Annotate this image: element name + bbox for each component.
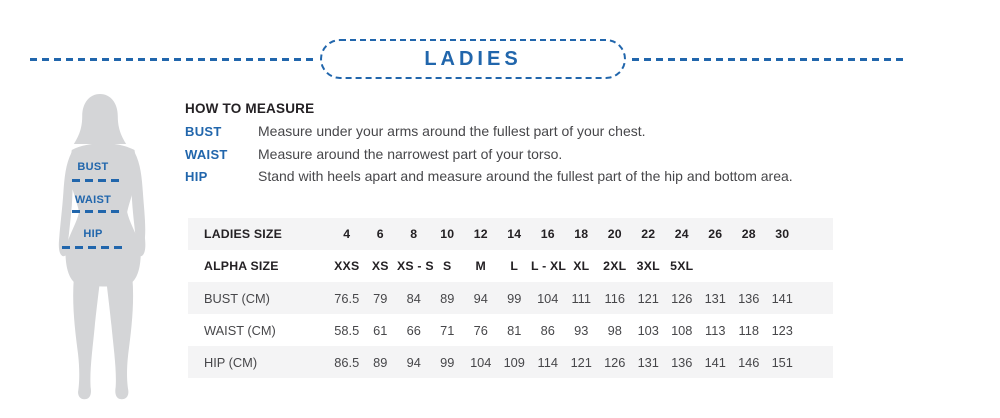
table-cell: 94 — [473, 290, 488, 306]
table-row — [188, 314, 833, 346]
table-cell: 121 — [637, 290, 659, 306]
bust-dash-line — [72, 179, 119, 182]
measure-label-hip: HIP — [185, 169, 208, 184]
table-cell: 18 — [574, 227, 589, 241]
table-cell: 12 — [473, 227, 488, 241]
table-cell: S — [443, 259, 452, 273]
table-row — [188, 282, 833, 314]
table-cell: 99 — [440, 354, 455, 370]
table-cell: XL — [573, 259, 590, 273]
table-cell: 30 — [775, 227, 790, 241]
table-cell: 136 — [671, 354, 693, 370]
measure-row-waist — [185, 146, 885, 169]
table-cell: 146 — [738, 354, 760, 370]
measure-text-waist: Measure around the narrowest part of your torso. — [258, 145, 563, 162]
hip-dash-line — [62, 246, 124, 249]
table-cell: 98 — [607, 322, 622, 338]
table-cell: 126 — [671, 290, 693, 306]
table-cell: 103 — [637, 322, 659, 338]
table-cell: 111 — [571, 290, 591, 306]
table-cell: 3XL — [636, 259, 660, 273]
waist-dash-line — [72, 210, 119, 213]
row-label: BUST (CM) — [204, 290, 270, 306]
table-cell: 14 — [507, 227, 522, 241]
table-cell: 4 — [343, 227, 351, 241]
measure-label-waist: WAIST — [185, 146, 228, 162]
row-label: HIP (CM) — [204, 354, 258, 370]
table-cell: XS — [371, 259, 389, 273]
table-cell: 141 — [771, 290, 793, 306]
table-cell: XS - S — [397, 259, 434, 273]
table-cell: 86.5 — [334, 354, 360, 370]
table-cell: 26 — [708, 227, 723, 241]
row-label: LADIES SIZE — [204, 227, 283, 241]
table-cell: 93 — [574, 322, 589, 338]
table-cell: 151 — [771, 354, 793, 370]
table-cell: 71 — [440, 322, 455, 338]
measure-label-bust: BUST — [185, 124, 222, 139]
table-cell: 104 — [470, 354, 492, 370]
table-cell: 89 — [440, 290, 455, 306]
table-cell: 104 — [537, 290, 559, 306]
table-cell: 136 — [738, 290, 760, 306]
figure-bust-label: BUST — [77, 161, 109, 173]
table-cell: 2XL — [603, 259, 627, 273]
size-table — [188, 218, 833, 378]
table-cell: 89 — [373, 354, 388, 370]
table-cell: 66 — [406, 322, 421, 338]
table-cell: 94 — [406, 354, 421, 370]
table-cell: 118 — [738, 322, 759, 338]
ladies-pill — [320, 39, 626, 79]
measure-row-hip — [185, 168, 885, 191]
table-cell: 5XL — [670, 259, 694, 273]
table-cell: 121 — [570, 354, 592, 370]
table-cell: 28 — [741, 227, 756, 241]
measure-text-hip: Stand with heels apart and measure around the fullest part of the hip and bottom area. — [258, 168, 793, 184]
table-cell: 20 — [607, 227, 622, 241]
table-row — [188, 250, 833, 282]
table-cell: XXS — [334, 259, 360, 273]
table-row — [188, 218, 833, 250]
table-cell: 8 — [410, 227, 418, 241]
table-cell: 76.5 — [334, 290, 360, 306]
table-cell: 22 — [641, 227, 656, 241]
table-row — [188, 346, 833, 378]
table-cell: 58.5 — [334, 322, 360, 338]
table-cell: 108 — [671, 322, 693, 338]
table-cell: 6 — [376, 227, 384, 241]
table-cell: 126 — [604, 354, 626, 370]
table-cell: 131 — [637, 354, 659, 370]
measure-row-bust — [185, 123, 885, 146]
measurement-figure — [54, 92, 146, 402]
table-cell: L — [510, 259, 519, 273]
table-cell: L - XL — [531, 259, 567, 273]
figure-hip-label: HIP — [83, 228, 103, 240]
table-cell: 123 — [771, 322, 793, 338]
table-cell: 10 — [440, 227, 455, 241]
table-cell: 84 — [406, 290, 421, 306]
table-cell: 79 — [373, 290, 388, 306]
section-title: LADIES — [424, 47, 522, 70]
table-cell: 99 — [507, 290, 522, 306]
table-cell: 116 — [604, 290, 625, 306]
table-cell: 16 — [540, 227, 555, 241]
measure-text-bust: Measure under your arms around the fullest part of your chest. — [258, 123, 646, 139]
divider-dash-left — [30, 58, 318, 61]
how-to-measure-title: HOW TO MEASURE — [185, 101, 315, 116]
divider-dash-right — [632, 58, 906, 61]
row-label: ALPHA SIZE — [204, 259, 279, 273]
figure-waist-label: WAIST — [74, 194, 112, 206]
row-label: WAIST (CM) — [204, 322, 276, 338]
table-cell: 76 — [473, 322, 488, 338]
how-to-measure — [185, 101, 885, 191]
table-cell: 113 — [705, 322, 726, 338]
table-cell: 61 — [373, 322, 388, 338]
table-cell: 141 — [704, 354, 726, 370]
table-cell: 81 — [507, 322, 522, 338]
table-cell: 24 — [674, 227, 689, 241]
table-cell: 131 — [704, 290, 726, 306]
table-cell: 114 — [537, 354, 558, 370]
table-cell: M — [475, 259, 486, 273]
table-cell: 86 — [540, 322, 555, 338]
table-cell: 109 — [503, 354, 525, 370]
